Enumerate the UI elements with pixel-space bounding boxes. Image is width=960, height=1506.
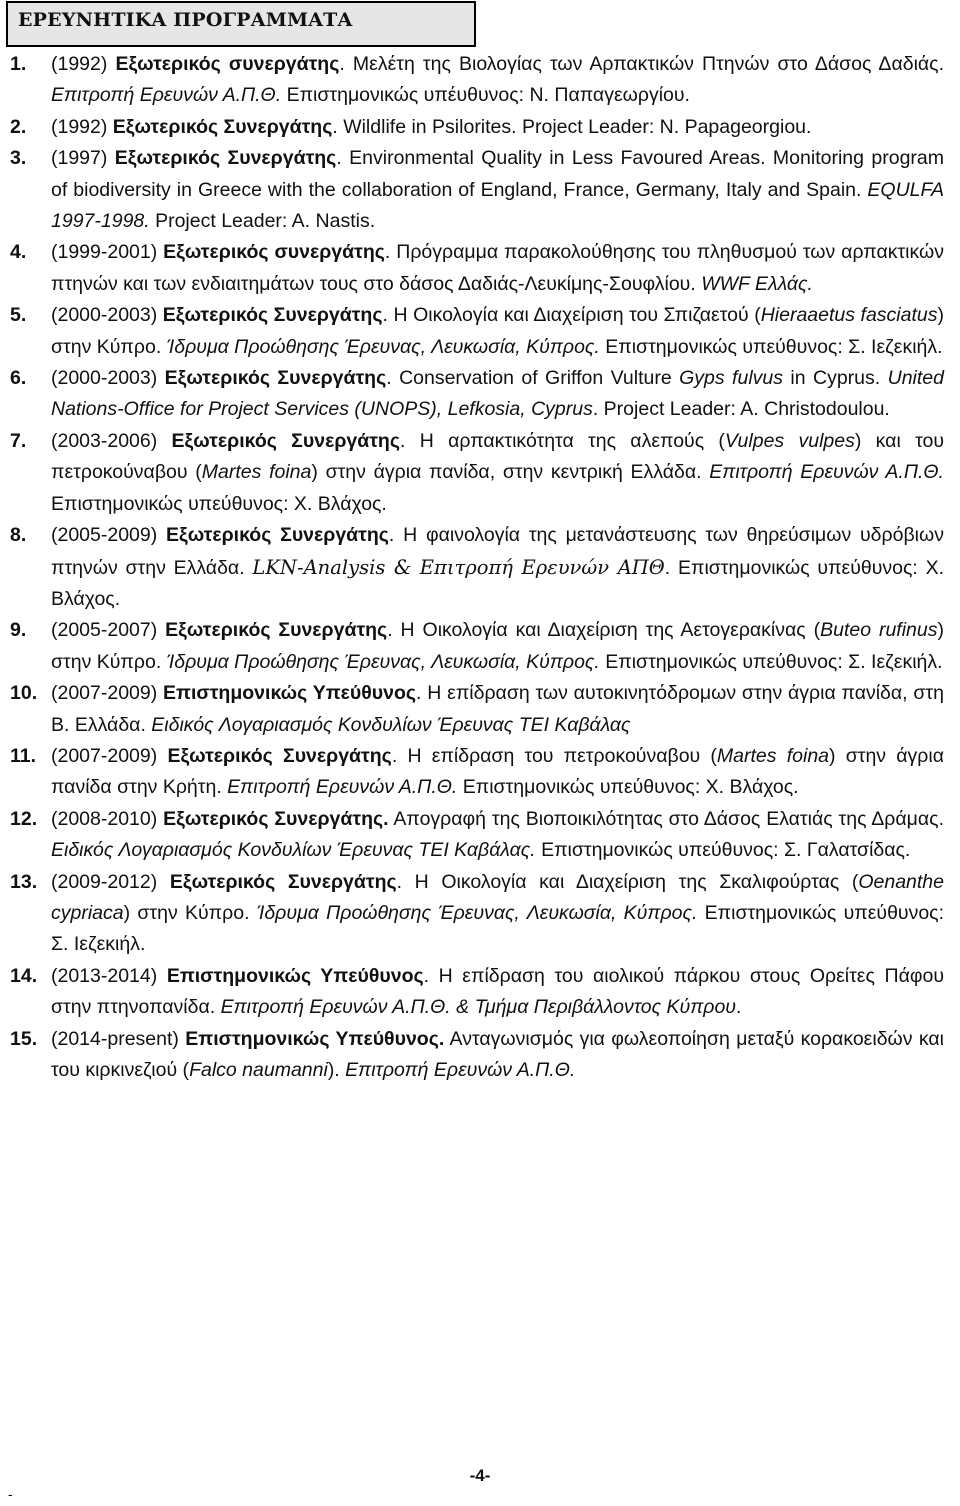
item-role: Εξωτερικός Συνεργάτης (166, 524, 389, 547)
section-title: ΕΡΕΥΝΗΤΙΚΑ ΠΡΟΓΡΑΜΜΑΤΑ (18, 9, 353, 31)
item-funder: United Nations-Office for Project Services (UNOPS), Lefkosia, Cyprus (51, 367, 944, 421)
species-name: Buteo rufinus (820, 619, 938, 642)
list-item (10, 426, 944, 520)
item-number: 5. (10, 304, 27, 327)
item-text: Απογραφή της Βιοποικιλότητας στο Δάσος Ελατιάς της Δράμας. (388, 807, 944, 830)
item-funder: Ίδρυμα Προώθησης Έρευνας, Λευκωσία, Κύπρος. (166, 335, 600, 358)
item-number: 1. (10, 53, 27, 75)
item-text: . Η Οικολογία και Διαχείριση του Σπιζαετού ( (382, 304, 761, 327)
item-role: Επιστημονικώς Υπεύθυνος (163, 682, 417, 705)
item-funder: WWF Ελλάς. (701, 272, 813, 295)
item-funder: EQULFA 1997-1998. (51, 178, 944, 233)
item-funder: Ειδικός Λογαριασμός Κονδυλίων Έρευνας ΤΕΙ Καβάλας. (51, 839, 536, 862)
item-funder: Ειδικός Λογαριασμός Κονδυλίων Έρευνας ΤΕΙ Καβάλας (151, 713, 631, 736)
item-years: (2013-2014) (51, 964, 167, 987)
item-text: . Επιστημονικώς υπεύθυνος: Χ. Βλάχος. (51, 556, 945, 610)
item-years: (2008-2010) (51, 807, 164, 830)
item-years: (2014-present) (51, 1027, 186, 1050)
item-role: Εξωτερικός Συνεργάτης (164, 367, 387, 390)
item-text: . Η Οικολογία και Διαχείριση της Αετογερακίνας ( (387, 619, 821, 642)
item-funder: Ίδρυμα Προώθησης Έρευνας, Λευκωσία, Κύπρος. (256, 901, 698, 924)
item-role: Εξωτερικός Συνεργάτης (162, 304, 383, 327)
species-name: Oenanthe cypriaca (51, 870, 944, 924)
item-years: (1997) (51, 147, 115, 170)
item-text: ) στην Κύπρο. (51, 619, 944, 673)
item-text: Επιστημονικώς υπέυθυνος: Ν. Παπαγεωργίου. (281, 84, 690, 107)
item-years: (2003-2006) (51, 429, 172, 452)
item-text: Ανταγωνισμός για φωλεοποίηση μεταξύ κορακοειδών και του κιρκινεζιού ( (51, 1027, 944, 1081)
item-funder: Επιτροπή Ερευνών Α.Π.Θ. & Τμήμα Περιβάλλοντος Κύπρου (220, 996, 737, 1019)
list-item (10, 363, 944, 426)
item-funder: Επιτροπή Ερευνών Α.Π.Θ. (51, 84, 282, 107)
item-role: Επιστημονικώς Υπεύθυνος. (185, 1027, 445, 1050)
item-role: Εξωτερικός Συνεργάτης (167, 744, 392, 767)
item-text: ) στην άγρια πανίδα στην Κρήτη. (51, 744, 944, 799)
item-number: 13. (10, 870, 38, 893)
item-text: ) στην άγρια πανίδα, στην κεντρική Ελλάδα. (311, 461, 710, 484)
item-funder: Ίδρυμα Προώθησης Έρευνας, Λευκωσία, Κύπρος. (166, 650, 600, 673)
list-item (10, 961, 944, 1024)
list-item (10, 1024, 944, 1087)
item-funder: Επιτροπή Ερευνών Α.Π.Θ. (709, 461, 944, 484)
item-text: . Μελέτη της Βιολογίας των Αρπακτικών Πτηνών στο Δάσος Δαδιάς. (339, 53, 944, 75)
item-text: ). (327, 1059, 346, 1081)
item-years: (2005-2009) (51, 524, 167, 547)
item-funder: Επιτροπή Ερευνών Α.Π.Θ. (345, 1059, 576, 1081)
item-years: (2007-2009) (51, 744, 168, 767)
item-years: (1992) (51, 115, 113, 138)
research-programs-list (10, 49, 944, 1086)
corner-mark: - (8, 1486, 13, 1502)
item-text: ) στην Κύπρο. (51, 304, 944, 358)
section-title-box (6, 1, 476, 47)
species-name: Martes foina (716, 744, 830, 767)
item-number: 2. (10, 115, 27, 138)
item-role: Εξωτερικός Συνεργάτης (169, 870, 397, 893)
list-item (10, 300, 944, 363)
item-text: . Project Leader: A. Christodoulou. (592, 398, 890, 421)
item-text: . Η αρπακτικότητα της αλεπούς ( (400, 429, 725, 452)
item-role: Επιστημονικώς Υπεύθυνος (166, 964, 424, 987)
list-item (10, 49, 944, 112)
item-text: . Η επίδραση των αυτοκινητόδρομων στην άγρια πανίδα, στη Β. Ελλάδα. (51, 682, 944, 736)
item-years: (2000-2003) (51, 304, 163, 327)
item-number: 15. (10, 1027, 38, 1050)
item-text: Επιστημονικώς υπεύθυνος: Χ. Βλάχος. (51, 492, 387, 515)
item-role: Εξωτερικός συνεργάτης (163, 241, 385, 264)
page-number: -4- (469, 1466, 491, 1485)
list-item (10, 678, 944, 741)
item-role: Εξωτερικός Συνεργάτης. (163, 807, 389, 830)
item-role: Εξωτερικός Συνεργάτης (112, 115, 333, 138)
list-item (10, 741, 944, 804)
species-name: Hieraaetus fasciatus (760, 304, 938, 327)
species-name: Martes foina (201, 461, 312, 484)
item-text: . Wildlife in Psilorites. Project Leader: N. Papageorgiou. (332, 115, 812, 138)
list-item (10, 867, 944, 961)
item-number: 10. (10, 682, 38, 705)
item-years: (1999-2001) (51, 241, 164, 264)
item-text: ) και του πετροκούναβου ( (51, 429, 945, 484)
item-years: (2005-2007) (51, 619, 166, 642)
list-item (10, 237, 944, 300)
item-text: . Η επίδραση του αιολικού πάρκου στους Ορείτες Πάφου στην πτηνοπανίδα. (51, 964, 944, 1019)
list-item (10, 615, 944, 678)
item-number: 7. (10, 429, 27, 452)
item-years: (1992) (51, 53, 116, 75)
list-item (10, 143, 944, 237)
item-text: Επιστημονικώς υπεύθυνος: Χ. Βλάχος. (457, 776, 799, 799)
item-years: (2000-2003) (51, 367, 165, 390)
item-text: Επιστημονικώς υπεύθυνος: Σ. Ιεζεκιήλ. (599, 650, 943, 673)
item-number: 4. (10, 241, 27, 264)
species-name: Falco naumanni (189, 1059, 328, 1081)
item-text: . Conservation of Griffon Vulture (386, 367, 680, 390)
species-name: Vulpes vulpes (724, 429, 855, 452)
list-item (10, 112, 944, 143)
item-text: ) στην Κύπρο. (123, 901, 257, 924)
item-text: . (736, 996, 742, 1019)
item-text: . Η Οικολογία και Διαχείριση της Σκαλιφούρτας ( (396, 870, 859, 893)
item-role: Εξωτερικός Συνεργάτης (165, 619, 388, 642)
item-text: Project Leader: A. Nastis. (149, 210, 376, 233)
item-text: in Cyprus. (783, 367, 888, 390)
item-text: . Environmental Quality in Less Favoured Areas. Monitoring program of biodiversity in Greece with the collaboration of England, France, Germany, Italy and Spain. (51, 147, 944, 201)
item-years: (2009-2012) (51, 870, 170, 893)
item-text: . Η φαινολογία της μετανάστευσης των θηρεύσιμων υδρόβιων πτηνών στην Ελλάδα. (51, 524, 944, 579)
list-item (10, 804, 944, 867)
item-number: 14. (10, 964, 38, 987)
item-text: . Η επίδραση του πετροκούναβου ( (391, 744, 717, 767)
item-number: 3. (10, 147, 27, 170)
item-role: Εξωτερικός Συνεργάτης (171, 429, 400, 452)
species-name: Gyps fulvus (679, 367, 783, 390)
item-number: 11. (10, 744, 37, 767)
item-funder: Επιτροπή Ερευνών Α.Π.Θ. (227, 776, 458, 799)
item-number: 8. (10, 524, 27, 547)
item-funder: LKN-Analysis & Επιτροπή Ερευνών ΑΠΘ (252, 555, 665, 579)
item-text: Επιστημονικώς υπεύθυνος: Σ. Ιεζεκιήλ. (51, 901, 944, 956)
item-number: 9. (10, 619, 27, 642)
item-number: 12. (10, 807, 38, 830)
item-years: (2007-2009) (51, 682, 164, 705)
item-text: . Πρόγραμμα παρακολούθησης του πληθυσμού των αρπακτικών πτηνών και των ενδιαιτημάτων τους στο δάσος Δαδιάς-Λευκίμης-Σουφλίου. (51, 241, 944, 295)
item-text: Επιστημονικώς υπεύθυνος: Σ. Γαλατσίδας. (535, 839, 911, 862)
list-item (10, 520, 944, 615)
item-number: 6. (10, 367, 27, 390)
item-role: Εξωτερικός συνεργάτης (115, 53, 340, 75)
item-role: Εξωτερικός Συνεργάτης (114, 147, 337, 170)
item-text: Επιστημονικώς υπεύθυνος: Σ. Ιεζεκιήλ. (599, 335, 943, 358)
